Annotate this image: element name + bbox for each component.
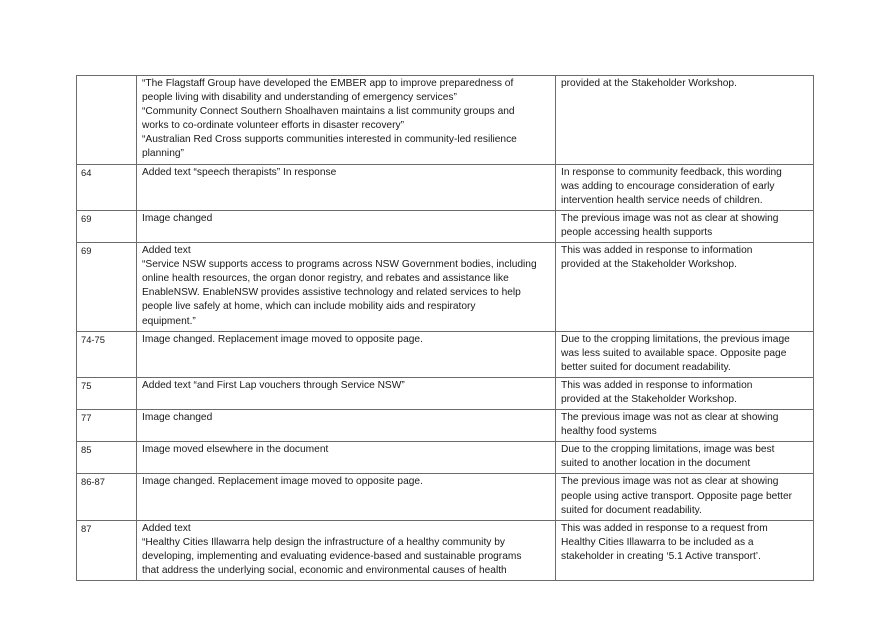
page-number-cell: 69: [77, 210, 137, 242]
change-reason-cell: In response to community feedback, this wording was adding to encourage consideration of early intervention health service needs of children.: [556, 164, 814, 210]
table-row: [77, 331, 814, 377]
table-row: [77, 164, 814, 210]
page-number-cell: 85: [77, 442, 137, 474]
change-reason-cell: The previous image was not as clear at showing people using active transport. Opposite page better suited for document readability.: [556, 474, 814, 520]
change-reason-cell: The previous image was not as clear at showing people accessing health supports: [556, 210, 814, 242]
change-description-cell: Image changed: [137, 210, 556, 242]
change-reason-cell: This was added in response to information provided at the Stakeholder Workshop.: [556, 243, 814, 332]
changes-table: [76, 75, 814, 581]
change-description-cell: Image changed. Replacement image moved to opposite page.: [137, 331, 556, 377]
page-number-cell: 69: [77, 243, 137, 332]
page-number-cell: 86-87: [77, 474, 137, 520]
table-row: [77, 474, 814, 520]
table-row: [77, 442, 814, 474]
change-description-cell: Added text “Service NSW supports access to programs across NSW Government bodies, including online health resources, the organ donor registry, and rebates and assistance like EnableNSW. EnableNSW provides assistive technology and related services to help people live safely at home, which can include mobility aids and respiratory equipment.”: [137, 243, 556, 332]
table-row: [77, 410, 814, 442]
table-row: [77, 210, 814, 242]
page-number-cell: 87: [77, 520, 137, 580]
change-reason-cell: provided at the Stakeholder Workshop.: [556, 76, 814, 165]
change-description-cell: Added text “speech therapists” In response: [137, 164, 556, 210]
page-number-cell: [77, 76, 137, 165]
change-reason-cell: Due to the cropping limitations, image was best suited to another location in the document: [556, 442, 814, 474]
change-reason-cell: This was added in response to a request from Healthy Cities Illawarra to be included as a stakeholder in creating ‘5.1 Active transport’.: [556, 520, 814, 580]
table-row: [77, 520, 814, 580]
change-description-cell: Image changed. Replacement image moved to opposite page.: [137, 474, 556, 520]
change-reason-cell: The previous image was not as clear at showing healthy food systems: [556, 410, 814, 442]
change-description-cell: Image moved elsewhere in the document: [137, 442, 556, 474]
change-description-cell: “The Flagstaff Group have developed the EMBER app to improve preparedness of people living with disability and understanding of emergency services” “Community Connect Southern Shoalhaven maintains a list community groups and works to co-ordinate volunteer efforts in disaster recovery” “Australian Red Cross supports communities interested in community-led resilience planning”: [137, 76, 556, 165]
page-number-cell: 64: [77, 164, 137, 210]
changes-table-body: [77, 76, 814, 581]
change-reason-cell: This was added in response to information provided at the Stakeholder Workshop.: [556, 377, 814, 409]
page-number-cell: 75: [77, 377, 137, 409]
change-description-cell: Added text “Healthy Cities Illawarra help design the infrastructure of a healthy community by developing, implementing and evaluating evidence-based and sustainable programs that address the underlying social, economic and environmental causes of health: [137, 520, 556, 580]
page-number-cell: 74-75: [77, 331, 137, 377]
change-description-cell: Image changed: [137, 410, 556, 442]
table-row: [77, 243, 814, 332]
table-row: [77, 76, 814, 165]
change-description-cell: Added text “and First Lap vouchers through Service NSW”: [137, 377, 556, 409]
page-number-cell: 77: [77, 410, 137, 442]
change-reason-cell: Due to the cropping limitations, the previous image was less suited to available space. Opposite page better suited for document readability.: [556, 331, 814, 377]
table-row: [77, 377, 814, 409]
